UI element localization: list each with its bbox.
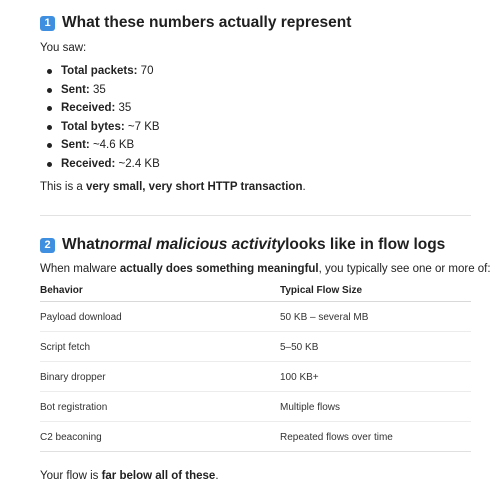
- keycap-two-icon: 2: [40, 238, 55, 253]
- bullet-icon: [47, 106, 52, 111]
- cell-behavior: Bot registration: [40, 402, 108, 413]
- list-item: Received: 35: [40, 99, 160, 118]
- table-row: [40, 302, 471, 332]
- table-row: [40, 392, 471, 422]
- section2-conclusion: Your flow is far below all of these.: [40, 470, 219, 482]
- list-item: Sent: ~4.6 KB: [40, 136, 160, 155]
- cell-flow-size: Repeated flows over time: [280, 432, 393, 443]
- cell-flow-size: 50 KB – several MB: [280, 312, 369, 323]
- table-header: [40, 279, 471, 302]
- cell-behavior: Payload download: [40, 312, 122, 323]
- list-item: Total packets: 70: [40, 62, 160, 81]
- section1-heading: [40, 14, 351, 32]
- bullet-icon: [47, 69, 52, 74]
- list-item: Total bytes: ~7 KB: [40, 118, 160, 137]
- table-row: [40, 422, 471, 452]
- section2-heading: [40, 236, 445, 254]
- section1-intro: You saw:: [40, 42, 87, 54]
- behavior-table: [40, 279, 471, 452]
- table-row: [40, 332, 471, 362]
- section-divider: [40, 215, 471, 216]
- bullet-icon: [47, 143, 52, 148]
- section2-title-emphasis: normal malicious activity: [99, 236, 286, 253]
- section1-title: What these numbers actually represent: [62, 14, 352, 31]
- cell-behavior: Binary dropper: [40, 372, 106, 383]
- list-item: Sent: 35: [40, 81, 160, 100]
- cell-flow-size: Multiple flows: [280, 402, 341, 413]
- bullet-icon: [47, 88, 52, 93]
- cell-behavior: Script fetch: [40, 342, 91, 353]
- cell-behavior: C2 beaconing: [40, 432, 102, 443]
- table-row: [40, 362, 471, 392]
- section2-title-suffix: looks like in flow logs: [285, 236, 446, 253]
- header-flow-size: Typical Flow Size: [280, 285, 363, 296]
- keycap-one-icon: 1: [40, 16, 55, 31]
- bullet-icon: [47, 125, 52, 130]
- header-behavior: Behavior: [40, 285, 83, 296]
- list-item: Received: ~2.4 KB: [40, 155, 160, 174]
- cell-flow-size: 5–50 KB: [280, 342, 319, 353]
- stats-list: [40, 62, 160, 173]
- cell-flow-size: 100 KB+: [280, 372, 319, 383]
- section2-title-prefix: What: [62, 236, 100, 253]
- section2-intro: When malware actually does something meaningful, you typically see one or more of:: [40, 263, 491, 275]
- section1-summary: This is a very small, very short HTTP transaction.: [40, 181, 306, 193]
- bullet-icon: [47, 162, 52, 167]
